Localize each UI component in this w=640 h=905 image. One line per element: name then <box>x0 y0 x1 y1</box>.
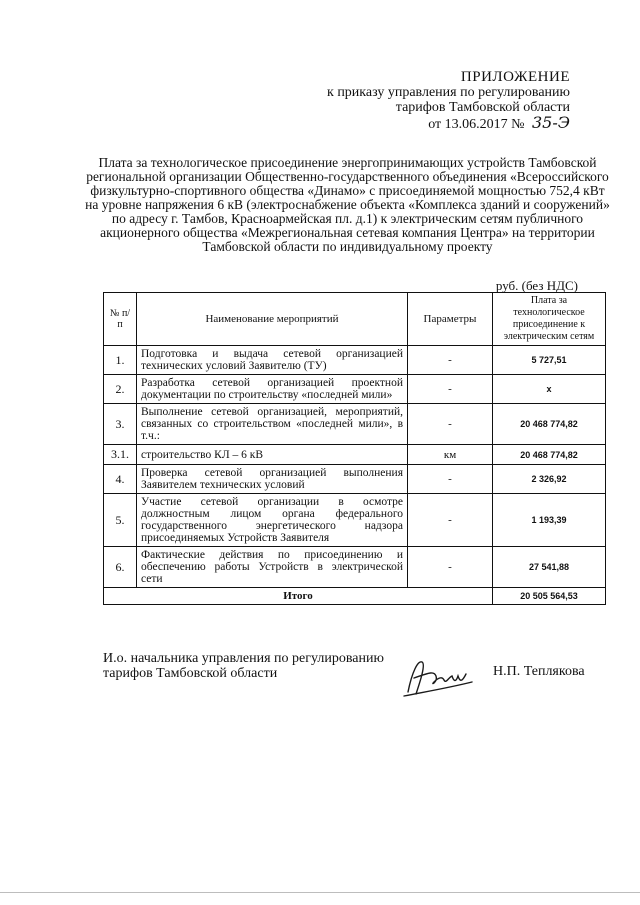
row-name: Разработка сетевой организацией проектной документации по строительству «последней мили» <box>137 375 408 404</box>
row-name: Выполнение сетевой организацией, мероприятий, связанных со строительством «последней мили», в т.ч.: <box>137 404 408 445</box>
signatory-role <box>103 651 384 681</box>
row-num: 2. <box>104 375 137 404</box>
row-fee: 20 468 774,82 <box>493 445 606 465</box>
signatory-role-line-1: И.о. начальника управления по регулированию <box>103 651 384 666</box>
row-name: Проверка сетевой организацией выполнения Заявителем технических условий <box>137 465 408 494</box>
row-params: - <box>408 465 493 494</box>
document-title: Плата за технологическое присоединение энергопринимающих устройств Тамбовской региональной организации Общественно-государственного объединения «Всероссийского физкультурно-спортивного общества «Динамо» с присоединяемой мощностью 752,4 кВт на уровне напряжения 6 кВ (электроснабжение объекта «Комплекса зданий и сооружений» по адресу г. Тамбов, Красноармейская пл. д.1) к электрическим сетям публичного акционерного общества «Межрегиональная сетевая компания Центра» на территории Тамбовской области по индивидуальному проекту <box>85 155 610 254</box>
table-row <box>104 465 606 494</box>
signatory-role-line-2: тарифов Тамбовской области <box>103 666 278 681</box>
row-num: 6. <box>104 547 137 588</box>
row-num: 5. <box>104 494 137 547</box>
header-name: Наименование мероприятий <box>137 293 408 346</box>
order-handwritten-number: 35-Э <box>531 113 570 132</box>
table-row <box>104 404 606 445</box>
table-row <box>104 375 606 404</box>
row-fee: 20 468 774,82 <box>493 404 606 445</box>
order-date: от 13.06.2017 № <box>428 117 525 132</box>
table-row <box>104 547 606 588</box>
row-num: 1. <box>104 346 137 375</box>
table-header-row <box>104 293 606 346</box>
appendix-line-2: тарифов Тамбовской области <box>395 100 570 115</box>
fees-table <box>103 292 606 605</box>
row-name: Фактические действия по присоединению и обеспечению работы Устройств в электрической сети <box>137 547 408 588</box>
row-fee: 2 326,92 <box>493 465 606 494</box>
table-row <box>104 494 606 547</box>
signatory-name: Н.П. Теплякова <box>493 664 585 679</box>
row-params: км <box>408 445 493 465</box>
row-params: - <box>408 346 493 375</box>
row-num: 3. <box>104 404 137 445</box>
header-num: № п/п <box>104 293 137 346</box>
table-row <box>104 445 606 465</box>
appendix-title: ПРИЛОЖЕНИЕ <box>460 69 570 85</box>
row-name: Участие сетевой организации в осмотре должностным лицом органа федерального государственного энергетического надзора присоединяемых Устройств Заявителя <box>137 494 408 547</box>
row-name: Подготовка и выдача сетевой организацией технических условий Заявителю (ТУ) <box>137 346 408 375</box>
row-fee: 27 541,88 <box>493 547 606 588</box>
page-edge-line <box>0 892 640 893</box>
row-params: - <box>408 375 493 404</box>
table-row <box>104 346 606 375</box>
appendix-header <box>327 70 570 132</box>
row-params: - <box>408 547 493 588</box>
header-params: Параметры <box>408 293 493 346</box>
row-name: строительство КЛ – 6 кВ <box>137 445 408 465</box>
order-number-line <box>327 115 570 132</box>
appendix-line-1: к приказу управления по регулированию <box>327 85 570 100</box>
row-params: - <box>408 404 493 445</box>
row-num: 4. <box>104 465 137 494</box>
row-num: 3.1. <box>104 445 137 465</box>
row-fee: 5 727,51 <box>493 346 606 375</box>
handwritten-signature <box>400 652 480 702</box>
row-fee: 1 193,39 <box>493 494 606 547</box>
row-params: - <box>408 494 493 547</box>
row-fee: х <box>493 375 606 404</box>
total-label: Итого <box>104 588 493 605</box>
total-row <box>104 588 606 605</box>
header-fee: Плата за технологическое присоединение к электрическим сетям <box>493 293 606 346</box>
unit-note: руб. (без НДС) <box>495 278 578 293</box>
total-value: 20 505 564,53 <box>493 588 606 605</box>
